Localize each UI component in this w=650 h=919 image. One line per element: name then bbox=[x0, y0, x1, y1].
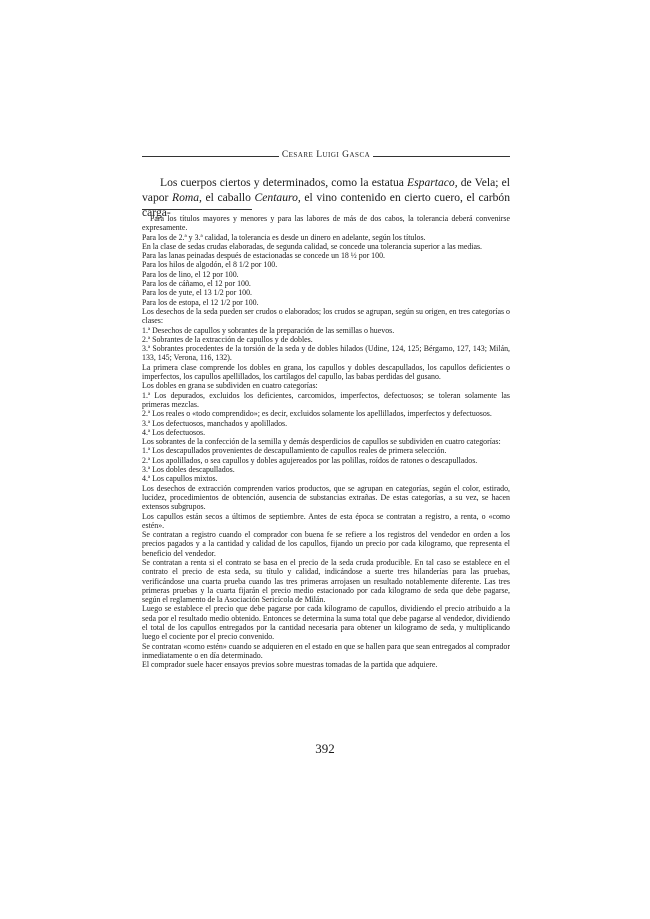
footnote-line: Los desechos de la seda pueden ser crudos o elaborados; los crudos se agrupan, según su origen, en tres categorías o clases: bbox=[142, 306, 510, 326]
footnote-line: Para los de lino, el 12 por 100. bbox=[142, 269, 239, 279]
body-text-segment: Los cuerpos ciertos y determinados, como la estatua bbox=[160, 176, 408, 189]
footnote-line: Los sobrantes de la confección de la semilla y demás desperdicios de capullos se subdividen en cuatro categorías: bbox=[142, 437, 501, 447]
footnote-line: Para las lanas peinadas después de estacionadas se concede un 18 ½ por 100. bbox=[142, 251, 385, 261]
footnotes bbox=[142, 214, 510, 670]
footnote-line: Los dobles en grana se subdividen en cuatro categorías: bbox=[142, 381, 318, 391]
footnote-separator bbox=[142, 209, 252, 210]
footnote-line: 2.ª Sobrantes de la extracción de capullos y de dobles. bbox=[142, 334, 313, 344]
footnote-line: 1.ª Los depurados, excluidos los deficientes, carcomidos, imperfectos, defectuosos; se toleran solamente las primeras mezclas. bbox=[142, 390, 510, 409]
body-text-segment: el vino contenido en cierto cuero, el carbón carga- bbox=[142, 191, 510, 219]
running-header bbox=[142, 148, 510, 162]
footnote-line: 3.ª Los defectuosos, manchados y apolillados. bbox=[142, 418, 288, 428]
footnote-line: Los capullos están secos a últimos de septiembre. Antes de esta época se contratan a registro, a renta, o «como estén». bbox=[142, 511, 510, 530]
footnote-line: Se contratan a renta si el contrato se basa en el precio de la seda cruda producible. En tal caso se establece en el contrato el precio de esta seda, su título y calidad, indicándose a suerte tres hilanderías para las pruebas, verificándose una cuarta prueba cuando las tres primeras arrojasen un resultado notablemente diferente. Las tres primeras pruebas y la cuarta fijarán el precio medio estacionado por cada kilogramo de seda que debe pagarse, según el reglamento de la Asociación Sericícola de Milán. bbox=[142, 557, 510, 605]
footnote-line: 4.ª Los capullos mixtos. bbox=[142, 474, 218, 484]
italic-title: Roma, bbox=[171, 191, 202, 204]
footnote-line: 4.ª Los defectuosos. bbox=[142, 427, 206, 437]
footnote-line: 3.ª Los dobles descapullados. bbox=[142, 465, 235, 475]
running-title: Cesare Luigi Gasca bbox=[281, 150, 371, 160]
footnote-line: Para los de cáñamo, el 12 por 100. bbox=[142, 279, 251, 289]
footnote-line: El comprador suele hacer ensayos previos sobre muestras tomadas de la partida que adquiere. bbox=[142, 660, 438, 670]
footnote-line: 1.ª Los descapullados provenientes de descapullamiento de capullos reales de primera selección. bbox=[142, 446, 447, 456]
italic-title: Centauro, bbox=[254, 191, 301, 204]
italic-title: Espartaco, bbox=[407, 176, 458, 189]
footnote-line: Para los títulos mayores y menores y para las labores de más de dos cabos, la tolerancia deberá convenirse expresamente. bbox=[142, 214, 510, 233]
footnote-line: Para los hilos de algodón, el 8 1/2 por 100. bbox=[142, 260, 278, 270]
page-number: 392 bbox=[315, 741, 335, 756]
header-rule-left bbox=[142, 156, 279, 157]
footnote-line: Se contratan a registro cuando el comprador con buena fe se refiere a los registros del vendedor en orden a los precios pagados y a la cantidad y calidad de los capullos, fijando un precio por cada kilogramo, que representa el beneficio del vendedor. bbox=[142, 530, 510, 558]
footnote-line: Para los de yute, el 13 1/2 por 100. bbox=[142, 288, 253, 298]
footnote-line: La primera clase comprende los dobles en grana, los capullos y dobles descapullados, los capullos deficientes o imperfectos, los capullos apellillados, los cartílagos del capullo, las babas perdidas del gusano. bbox=[142, 362, 510, 382]
footnote-line: Los desechos de extracción comprenden varios productos, que se agrupan en categorías, según el color, estirado, lucidez, procedimientos de obtención, ausencia de substancias extrañas. De estas categorías, a su vez, se hacen extensos subgrupos. bbox=[142, 483, 510, 512]
footnote-line: Se contratan «como estén» cuando se adquieren en el estado en que se hallen para que sean entregados al comprador inmediatamente o en día determinado. bbox=[142, 641, 510, 660]
header-rule-right bbox=[373, 156, 510, 157]
footnote-line: 2.ª Los apolillados, o sea capullos y dobles agujereados por las polillas, roídos de ratones o descapullados. bbox=[142, 455, 478, 465]
footnote-line: 2.ª Los reales o «todo comprendido»; es decir, excluidos solamente los apellillados, imperfectos y defectuosos. bbox=[142, 409, 492, 419]
footnote-line: 1.ª Desechos de capullos y sobrantes de la preparación de las semillas o huevos. bbox=[142, 325, 395, 335]
footnote-line: Para los de estopa, el 12 1/2 por 100. bbox=[142, 297, 259, 307]
body-text-segment: el caballo bbox=[201, 191, 255, 204]
footnote-line: Para los de 2.ª y 3.ª calidad, la tolerancia es desde un dinero en adelante, según los títulos. bbox=[142, 232, 426, 242]
body-text-segment: de Vela; el vapor bbox=[142, 176, 510, 204]
footnote-line: En la clase de sedas crudas elaboradas, de segunda calidad, se concede una tolerancia superior a las medias. bbox=[142, 241, 483, 251]
footnote-line: Luego se establece el precio que debe pagarse por cada kilogramo de capullos, dividiendo el precio atribuido a la seda por el resultado medio obtenido. Entonces se determina la suma total que debe pagarse al vendedor, dividiendo el total de los capullos entregados por la cantidad necesaria para obtener un kilogramo de seda, y multiplicando luego el cociente por el precio convenido. bbox=[142, 604, 510, 642]
footnote-line: 3.ª Sobrantes procedentes de la torsión de la seda y de dobles hilados (Udine, 124, 125; Bérgamo, 127, 143; Milán, 133, 145; Verona, 116, 132). bbox=[142, 344, 510, 363]
